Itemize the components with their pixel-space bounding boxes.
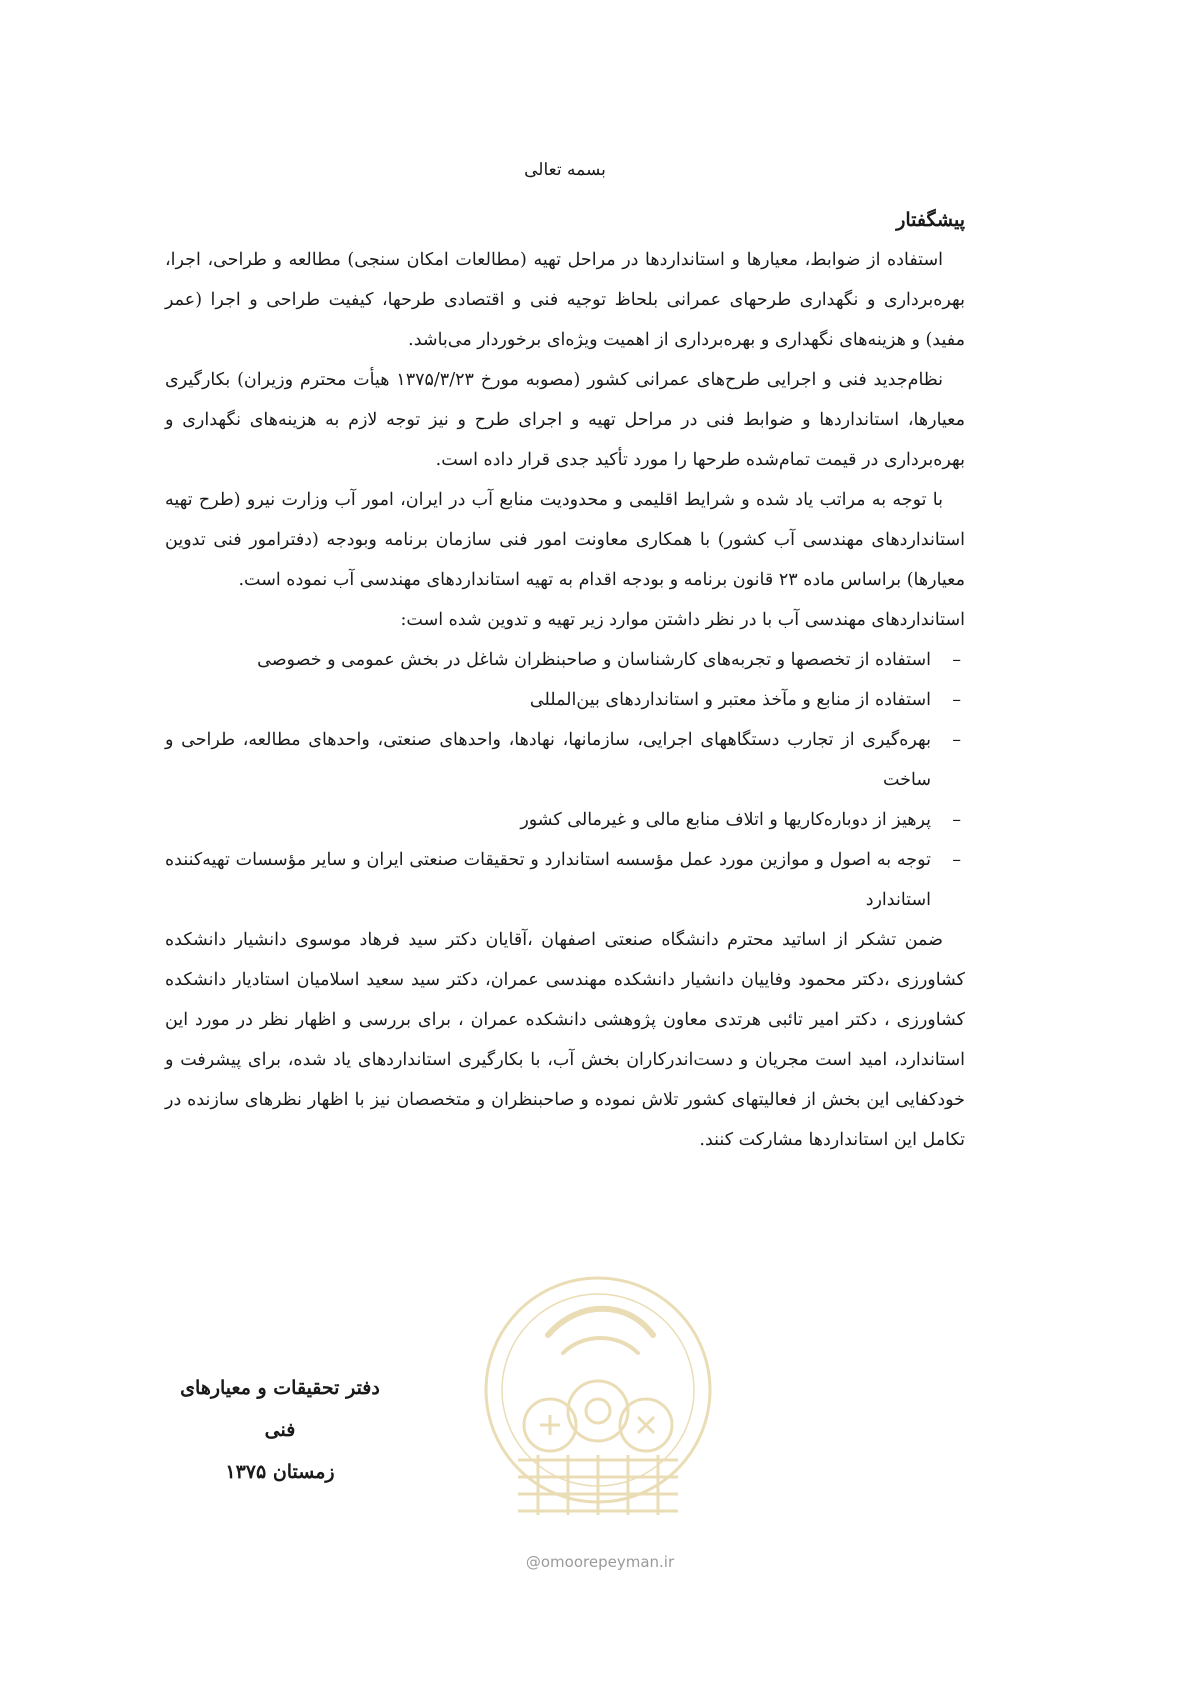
list-dash: – <box>952 810 961 830</box>
paragraph-system: نظام‌جدید فنی و اجرایی طرح‌های عمرانی کشور (مصوبه مورخ ۱۳۷۵/۳/۲۳ هیأت محترم وزیران) بکارگیری معیارها، استانداردها و ضوابط فنی در مراحل تهیه و اجرای طرح و نیز توجه لازم به هزینه‌های نگهداری و بهره‌برداری در قیمت تمام‌شده طرحها را مورد تأکید جدی قرار داده است. <box>165 370 965 470</box>
signature-technical: فنی <box>264 1419 296 1441</box>
list-item <box>165 840 965 920</box>
list-item <box>165 720 965 800</box>
signature-block <box>165 1367 395 1493</box>
signature-date: زمستان ۱۳۷۵ <box>225 1461 335 1483</box>
paragraph-intro: استفاده از ضوابط، معیارها و استانداردها در مراحل تهیه (مطالعات امکان سنجی) مطالعه و طراحی، اجرا، بهره‌برداری و نگهداری طرحهای عمرانی بلحاظ توجیه فنی و اقتصادی طرحها، کیفیت طراحی و اجرا (عمر مفید) و هزینه‌های نگهداری و بهره‌برداری از اهمیت ویژه‌ای برخوردار می‌باشد. <box>165 250 965 350</box>
list-item-text: استفاده از منابع و مآخذ معتبر و استانداردهای بین‌المللی <box>529 690 931 710</box>
watermark-logo-icon <box>478 1265 718 1575</box>
list-item-text: توجه به اصول و موازین مورد عمل مؤسسه استاندارد و تحقیقات صنعتی ایران و سایر مؤسسات تهیه‌کننده استاندارد <box>165 850 931 910</box>
watermark-url: @omoorepeyman.ir <box>525 1553 675 1571</box>
paragraph-water: با توجه به مراتب یاد شده و شرایط اقلیمی و محدودیت منابع آب در ایران، امور آب وزارت نیرو (طرح تهیه استانداردهای مهندسی آب کشور) با همکاری معاونت امور فنی سازمان برنامه وبودجه (دفترامور فنی تدوین معیارها) براساس ماده ۲۳ قانون برنامه و بودجه اقدام به تهیه استانداردهای مهندسی آب نموده است. <box>165 490 965 590</box>
list-dash: – <box>952 730 961 750</box>
list-dash: – <box>952 850 961 870</box>
list-intro: استانداردهای مهندسی آب با در نظر داشتن موارد زیر تهیه و تدوین شده است: <box>400 610 965 630</box>
list-item <box>165 800 965 840</box>
list-dash: – <box>952 690 961 710</box>
signature-office: دفتر تحقیقات و معیارهای <box>180 1377 380 1399</box>
criteria-list <box>165 640 965 920</box>
list-item-text: بهره‌گیری از تجارب دستگاههای اجرایی، سازمانها، نهادها، واحدهای صنعتی، واحدهای مطالعه، طراحی و ساخت <box>165 730 931 790</box>
bismillah-header: بسمه تعالی <box>524 160 606 180</box>
list-item <box>165 680 965 720</box>
list-item <box>165 640 965 680</box>
list-dash: – <box>952 650 961 670</box>
list-item-text: پرهیز از دوباره‌کاریها و اتلاف منابع مالی و غیرمالی کشور <box>520 810 931 830</box>
paragraph-thanks: ضمن تشکر از اساتید محترم دانشگاه صنعتی اصفهان ،آقایان دکتر سید فرهاد موسوی دانشیار دانشکده کشاورزی ،دکتر محمود وفاییان دانشیار دانشکده مهندسی عمران، دکتر سید سعید اسلامیان استادیار دانشکده کشاورزی ، دکتر امیر تائبی هرتدی معاون پژوهشی دانشکده عمران ، برای بررسی و اظهار نظر در مورد این استاندارد، امید است مجریان و دست‌اندرکاران بخش آب، با بکارگیری استانداردهای یاد شده، برای پیشرفت و خودکفایی این بخش از فعالیتهای کشور تلاش نموده و صاحبنظران و متخصصان نیز با اظهار نظرهای سازنده در تکامل این استانداردها مشارکت کنند. <box>165 930 965 1150</box>
document-body <box>165 150 965 1160</box>
list-item-text: استفاده از تخصصها و تجربه‌های کارشناسان و صاحبنظران شاغل در بخش عمومی و خصوصی <box>257 650 931 670</box>
section-heading: پیشگفتار <box>896 209 965 231</box>
